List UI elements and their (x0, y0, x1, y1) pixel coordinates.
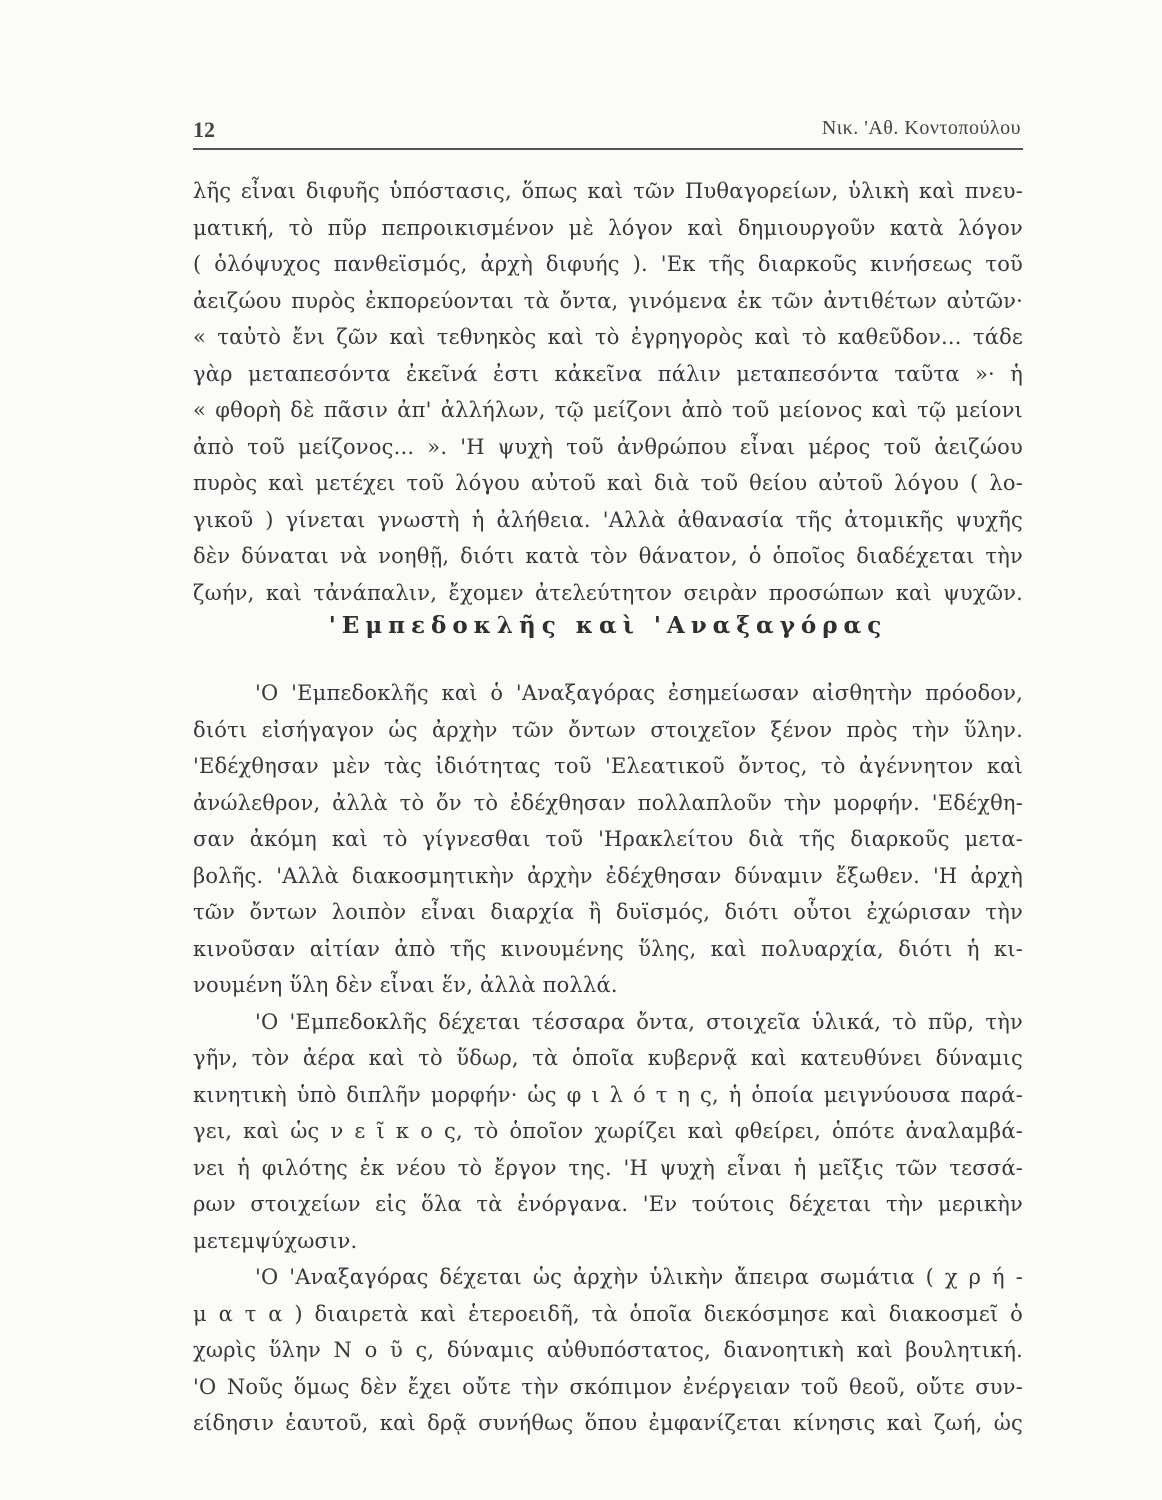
text-line: 'Ο 'Εμπεδοκλῆς δέχεται τέσσαρα ὄντα, στοιχεῖα ὑλικά, τὸ πῦρ, τὴν (255, 1009, 1023, 1034)
text-line: είδησιν ἑαυτοῦ, καὶ δρᾷ συνήθως ὅπου ἐμφανίζεται κίνησις καὶ ζωή, ὡς (193, 1411, 1023, 1435)
text-line: 'Ο 'Αναξαγόρας δέχεται ὡς ἀρχὴν ὑλικὴν ἄπειρα σωμάτια ( χ ρ ή - (255, 1265, 1023, 1289)
text-line: διότι εἰσήγαγον ὡς ἀρχὴν τῶν ὄντων στοιχεῖον ξένον πρὸς τὴν ὕλην. (193, 717, 1023, 742)
text-line: λῆς εἶναι διφυῆς ὑπόστασις, ὅπως καὶ τῶν Πυθαγορείων, ὑλικὴ καὶ πνευ- (193, 179, 1023, 203)
page-number: 12 (193, 117, 215, 142)
text-line: γῆν, τὸν ἀέρα καὶ τὸ ὕδωρ, τὰ ὁποῖα κυβερνᾷ καὶ κατευθύνει δύναμις (193, 1046, 1023, 1070)
text-line: γὰρ μεταπεσόντα ἐκεῖνά ἐστι κἀκεῖνα πάλιν μεταπεσόντα ταῦτα »· ἡ (193, 361, 1023, 386)
text-line: 'Εδέχθησαν μὲν τὰς ἰδιότητας τοῦ 'Ελεατικοῦ ὄντος, τὸ ἀγέννητον καὶ (193, 754, 1023, 778)
section-heading: 'Εμπεδοκλῆς καὶ 'Αναξαγόρας (328, 612, 888, 639)
paragraph-heraclitus (193, 173, 1023, 611)
text-line: τῶν ὄντων λοιπὸν εἶναι διαρχία ἢ δυϊσμός, διότι οὗτοι ἐχώρισαν τὴν (193, 900, 1023, 924)
text-line: κινοῦσαν αἰτίαν ἀπὸ τῆς κινουμένης ὕλης, καὶ πολυαρχία, διότι ἡ κι- (193, 936, 1023, 961)
text-line: ἀνώλεθρον, ἀλλὰ τὸ ὄν τὸ ἐδέχθησαν πολλαπλοῦν τὴν μορφήν. 'Εδέχθη- (193, 790, 1023, 815)
paragraph-empedocles-anaxagoras (193, 675, 1023, 1004)
text-line: χωρὶς ὕλην Ν ο ῦ ς, δύναμις αὐθυπόστατος, διανοητικὴ καὶ βουλητική. (193, 1338, 1023, 1362)
body-section (193, 675, 1023, 1442)
text-line: πυρὸς καὶ μετέχει τοῦ λόγου αὐτοῦ καὶ διὰ τοῦ θείου αὐτοῦ λόγου ( λο- (193, 471, 1023, 495)
text-line: δὲν δύναται νὰ νοηθῇ, διότι κατὰ τὸν θάνατον, ὁ ὁποῖος διαδέχεται τὴν (193, 544, 1023, 568)
paragraph-empedocles (193, 1004, 1023, 1260)
text-line: μετεμψύχωσιν. (193, 1228, 358, 1253)
paragraph-anaxagoras (193, 1259, 1023, 1442)
text-line: ρων στοιχείων εἰς ὅλα τὰ ἐνόργανα. 'Εν τούτοις δέχεται τὴν μερικὴν (193, 1192, 1023, 1216)
text-line: ματική, τὸ πῦρ πεπροικισμένον μὲ λόγον καὶ δημιουργοῦν κατὰ λόγον (193, 215, 1023, 240)
text-line: « ταὐτὸ ἔνι ζῶν καὶ τεθνηκὸς καὶ τὸ ἐγρηγορὸς καὶ τὸ καθεῦδον... τάδε (193, 325, 1023, 349)
text-line: γικοῦ ) γίνεται γνωστὴ ἡ ἀλήθεια. 'Αλλὰ ἀθανασία τῆς ἀτομικῆς ψυχῆς (193, 507, 1023, 532)
header-rule (193, 148, 1023, 150)
text-line: ζωήν, καὶ τἀνάπαλιν, ἔχομεν ἀτελεύτητον σειρὰν προσώπων καὶ ψυχῶν. (193, 580, 1023, 605)
text-line: σαν ἀκόμη καὶ τὸ γίγνεσθαι τοῦ 'Ηρακλείτου διὰ τῆς διαρκοῦς μετα- (193, 827, 1023, 851)
running-head-author: Νικ. 'Αθ. Κοντοπούλου (821, 117, 1021, 139)
page-header (193, 117, 1021, 147)
text-line: βολῆς. 'Αλλὰ διακοσμητικὴν ἀρχὴν ἐδέχθησαν δύναμιν ἔξωθεν. 'Η ἀρχὴ (193, 863, 1023, 888)
text-line: 'Ο Νοῦς ὅμως δὲν ἔχει οὔτε τὴν σκόπιμον ἐνέργειαν τοῦ θεοῦ, οὔτε συν- (193, 1374, 1023, 1399)
text-line: νει ἡ φιλότης ἐκ νέου τὸ ἔργον της. 'Η ψυχὴ εἶναι ἡ μεῖξις τῶν τεσσά- (193, 1155, 1023, 1180)
text-line: γει, καὶ ὡς ν ε ῖ κ ο ς, τὸ ὁποῖον χωρίζει καὶ φθείρει, ὁπότε ἀναλαμβά- (193, 1119, 1023, 1143)
text-line: 'Ο 'Εμπεδοκλῆς καὶ ὁ 'Αναξαγόρας ἐσημείωσαν αἰσθητὴν πρόοδον, (255, 681, 1023, 705)
text-line: μ α τ α ) διαιρετὰ καὶ ἑτεροειδῆ, τὰ ὁποῖα διεκόσμησε καὶ διακοσμεῖ ὁ (193, 1301, 1023, 1326)
text-line: ἀειζώου πυρὸς ἐκπορεύονται τὰ ὄντα, γινόμενα ἐκ τῶν ἀντιθέτων αὐτῶν· (193, 288, 1023, 313)
text-line: ( ὁλόψυχος πανθεϊσμός, ἀρχὴ διφυής ). 'Εκ τῆς διαρκοῦς κινήσεως τοῦ (193, 252, 1023, 276)
text-line: κινητικὴ ὑπὸ διπλῆν μορφήν· ὡς φ ι λ ό τ η ς, ἡ ὁποία μειγνύουσα παρά- (193, 1082, 1023, 1107)
text-line: νουμένη ὕλη δὲν εἶναι ἕν, ἀλλὰ πολλά. (193, 973, 618, 997)
text-line: « φθορὴ δὲ πᾶσιν ἀπ' ἀλλήλων, τῷ μείζονι ἀπὸ τοῦ μείονος καὶ τῷ μείονι (193, 398, 1023, 422)
text-line: ἀπὸ τοῦ μείζονος... ». 'Η ψυχὴ τοῦ ἀνθρώπου εἶναι μέρος τοῦ ἀειζώου (193, 434, 1023, 459)
